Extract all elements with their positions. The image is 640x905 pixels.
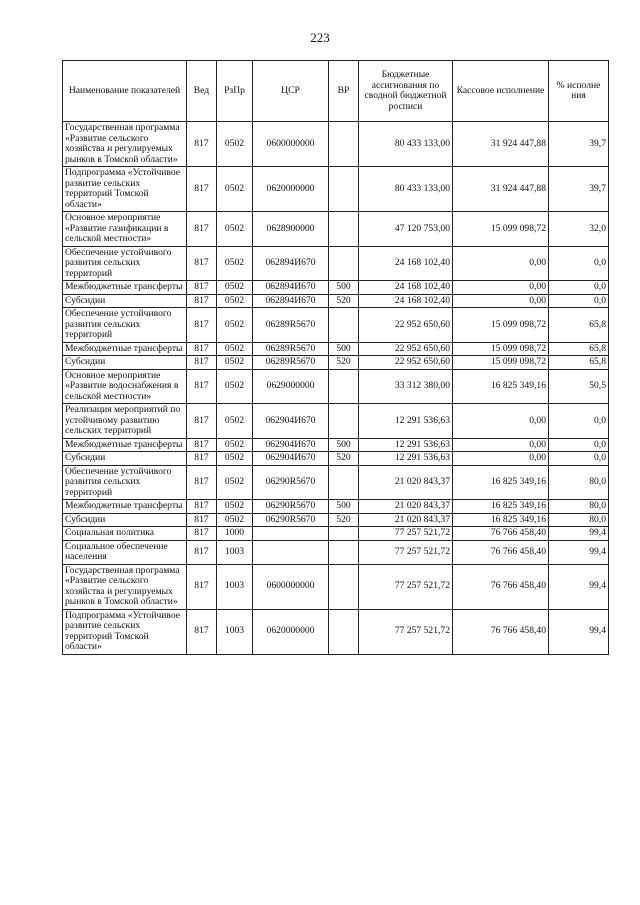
cell-csr: 06289R5670 [253, 356, 329, 370]
cell-budget: 24 168 102,40 [359, 294, 453, 308]
cell-cash: 0,00 [453, 438, 549, 452]
cell-cash: 76 766 458,40 [453, 527, 549, 541]
cell-budget: 12 291 536,63 [359, 452, 453, 466]
table-row [63, 342, 609, 356]
cell-name: Подпрограмма «Устойчивое развитие сельских территорий Томской области» [63, 167, 187, 212]
cell-name: Межбюджетные трансферты [63, 438, 187, 452]
cell-budget: 33 312 380,00 [359, 369, 453, 404]
cell-ved: 817 [187, 122, 217, 167]
cell-vr: 520 [329, 294, 359, 308]
cell-name: Обеспечение устойчивого развития сельских территорий [63, 246, 187, 281]
cell-name: Субсидии [63, 452, 187, 466]
cell-rzpr: 1000 [217, 527, 253, 541]
cell-rzpr: 0502 [217, 369, 253, 404]
cell-pct: 65,8 [549, 342, 609, 356]
cell-csr: 06289R5670 [253, 308, 329, 343]
cell-vr [329, 246, 359, 281]
cell-cash: 16 825 349,16 [453, 513, 549, 527]
header-name: Наименование показателей [63, 61, 187, 122]
cell-rzpr: 0502 [217, 212, 253, 247]
table-row [63, 609, 609, 654]
table-row [63, 356, 609, 370]
table-row [63, 513, 609, 527]
cell-name: Основное мероприятие «Развитие газификации в сельской местности» [63, 212, 187, 247]
cell-csr: 062894И670 [253, 294, 329, 308]
cell-budget: 80 433 133,00 [359, 122, 453, 167]
cell-vr: 500 [329, 500, 359, 514]
cell-csr: 0629000000 [253, 369, 329, 404]
cell-csr: 062904И670 [253, 452, 329, 466]
cell-rzpr: 0502 [217, 167, 253, 212]
table-row [63, 452, 609, 466]
cell-rzpr: 0502 [217, 438, 253, 452]
table-row [63, 369, 609, 404]
table-row [63, 294, 609, 308]
cell-name: Субсидии [63, 294, 187, 308]
page-number: 223 [310, 30, 330, 45]
table-header-row [63, 61, 609, 122]
cell-cash: 0,00 [453, 294, 549, 308]
cell-name: Межбюджетные трансферты [63, 342, 187, 356]
cell-cash: 0,00 [453, 246, 549, 281]
cell-rzpr: 0502 [217, 356, 253, 370]
cell-pct: 0,0 [549, 438, 609, 452]
table-row [63, 438, 609, 452]
cell-cash: 15 099 098,72 [453, 356, 549, 370]
cell-vr: 520 [329, 452, 359, 466]
cell-rzpr: 0502 [217, 452, 253, 466]
cell-rzpr: 0502 [217, 342, 253, 356]
cell-vr [329, 564, 359, 609]
cell-csr: 0600000000 [253, 564, 329, 609]
cell-cash: 0,00 [453, 281, 549, 295]
header-budget: Бюджетные ассигнования по сводной бюджетной росписи [359, 61, 453, 122]
table-row [63, 122, 609, 167]
table-row [63, 465, 609, 500]
cell-cash: 76 766 458,40 [453, 564, 549, 609]
cell-vr: 500 [329, 342, 359, 356]
cell-budget: 77 257 521,72 [359, 527, 453, 541]
cell-vr [329, 527, 359, 541]
cell-vr: 520 [329, 513, 359, 527]
table-row [63, 167, 609, 212]
cell-name: Подпрограмма «Устойчивое развитие сельских территорий Томской области» [63, 609, 187, 654]
cell-pct: 80,0 [549, 513, 609, 527]
table-row [63, 308, 609, 343]
cell-rzpr: 0502 [217, 500, 253, 514]
cell-name: Субсидии [63, 356, 187, 370]
cell-pct: 65,8 [549, 356, 609, 370]
cell-name: Социальная политика [63, 527, 187, 541]
cell-vr: 520 [329, 356, 359, 370]
cell-name: Межбюджетные трансферты [63, 281, 187, 295]
cell-csr [253, 527, 329, 541]
cell-cash: 0,00 [453, 452, 549, 466]
cell-pct: 99,4 [549, 564, 609, 609]
cell-pct: 39,7 [549, 167, 609, 212]
table-row [63, 500, 609, 514]
cell-csr: 0620000000 [253, 167, 329, 212]
cell-csr: 06290R5670 [253, 513, 329, 527]
cell-vr [329, 465, 359, 500]
cell-vr [329, 540, 359, 564]
cell-pct: 80,0 [549, 465, 609, 500]
header-ved: Вед [187, 61, 217, 122]
cell-budget: 22 952 650,60 [359, 342, 453, 356]
cell-name: Государственная программа «Развитие сельского хозяйства и регулируемых рынков в Томской области» [63, 122, 187, 167]
cell-rzpr: 0502 [217, 465, 253, 500]
cell-pct: 0,0 [549, 294, 609, 308]
cell-budget: 77 257 521,72 [359, 609, 453, 654]
cell-name: Государственная программа «Развитие сельского хозяйства и регулируемых рынков в Томской области» [63, 564, 187, 609]
cell-rzpr: 1003 [217, 540, 253, 564]
cell-csr: 062894И670 [253, 246, 329, 281]
cell-vr: 500 [329, 281, 359, 295]
cell-cash: 16 825 349,16 [453, 500, 549, 514]
cell-budget: 24 168 102,40 [359, 281, 453, 295]
cell-budget: 47 120 753,00 [359, 212, 453, 247]
cell-name: Обеспечение устойчивого развития сельских территорий [63, 308, 187, 343]
cell-vr [329, 167, 359, 212]
cell-budget: 80 433 133,00 [359, 167, 453, 212]
cell-budget: 21 020 843,37 [359, 513, 453, 527]
cell-csr: 0600000000 [253, 122, 329, 167]
cell-cash: 31 924 447,88 [453, 167, 549, 212]
cell-name: Реализация мероприятий по устойчивому развитию сельских территорий [63, 404, 187, 439]
cell-csr: 062904И670 [253, 404, 329, 439]
cell-cash: 0,00 [453, 404, 549, 439]
cell-ved: 817 [187, 281, 217, 295]
header-pct: % исполне ния [549, 61, 609, 122]
cell-ved: 817 [187, 465, 217, 500]
cell-cash: 15 099 098,72 [453, 342, 549, 356]
cell-cash: 16 825 349,16 [453, 369, 549, 404]
cell-budget: 77 257 521,72 [359, 564, 453, 609]
cell-cash: 15 099 098,72 [453, 212, 549, 247]
cell-budget: 22 952 650,60 [359, 356, 453, 370]
cell-pct: 80,0 [549, 500, 609, 514]
cell-pct: 99,4 [549, 540, 609, 564]
cell-rzpr: 0502 [217, 246, 253, 281]
cell-ved: 817 [187, 356, 217, 370]
table-row [63, 404, 609, 439]
cell-vr [329, 212, 359, 247]
cell-budget: 12 291 536,63 [359, 438, 453, 452]
cell-ved: 817 [187, 540, 217, 564]
cell-pct: 0,0 [549, 281, 609, 295]
cell-rzpr: 0502 [217, 122, 253, 167]
cell-name: Социальное обеспечение населения [63, 540, 187, 564]
header-csr: ЦСР [253, 61, 329, 122]
budget-table [62, 60, 609, 655]
cell-csr: 06289R5670 [253, 342, 329, 356]
table-row [63, 527, 609, 541]
cell-csr: 06290R5670 [253, 500, 329, 514]
cell-vr [329, 369, 359, 404]
cell-pct: 0,0 [549, 452, 609, 466]
cell-pct: 65,8 [549, 308, 609, 343]
cell-vr [329, 308, 359, 343]
cell-pct: 0,0 [549, 246, 609, 281]
cell-name: Субсидии [63, 513, 187, 527]
cell-cash: 76 766 458,40 [453, 540, 549, 564]
cell-ved: 817 [187, 500, 217, 514]
cell-rzpr: 1003 [217, 564, 253, 609]
cell-ved: 817 [187, 609, 217, 654]
cell-ved: 817 [187, 212, 217, 247]
cell-ved: 817 [187, 308, 217, 343]
cell-ved: 817 [187, 527, 217, 541]
cell-pct: 32,0 [549, 212, 609, 247]
cell-ved: 817 [187, 342, 217, 356]
cell-rzpr: 0502 [217, 308, 253, 343]
table-row [63, 540, 609, 564]
cell-ved: 817 [187, 369, 217, 404]
cell-cash: 31 924 447,88 [453, 122, 549, 167]
cell-vr: 500 [329, 438, 359, 452]
cell-rzpr: 0502 [217, 404, 253, 439]
cell-ved: 817 [187, 513, 217, 527]
cell-pct: 50,5 [549, 369, 609, 404]
cell-rzpr: 1003 [217, 609, 253, 654]
cell-pct: 99,4 [549, 527, 609, 541]
table-row [63, 281, 609, 295]
cell-name: Обеспечение устойчивого развития сельских территорий [63, 465, 187, 500]
cell-cash: 16 825 349,16 [453, 465, 549, 500]
cell-csr [253, 540, 329, 564]
cell-ved: 817 [187, 438, 217, 452]
cell-vr [329, 609, 359, 654]
cell-cash: 76 766 458,40 [453, 609, 549, 654]
header-cash: Кассовое исполнение [453, 61, 549, 122]
cell-rzpr: 0502 [217, 294, 253, 308]
table-row [63, 246, 609, 281]
cell-csr: 062904И670 [253, 438, 329, 452]
cell-rzpr: 0502 [217, 281, 253, 295]
cell-ved: 817 [187, 246, 217, 281]
table-row [63, 212, 609, 247]
cell-csr: 0620000000 [253, 609, 329, 654]
table-body [63, 122, 609, 655]
cell-ved: 817 [187, 404, 217, 439]
cell-csr: 0628900000 [253, 212, 329, 247]
cell-budget: 24 168 102,40 [359, 246, 453, 281]
cell-budget: 21 020 843,37 [359, 465, 453, 500]
cell-budget: 22 952 650,60 [359, 308, 453, 343]
cell-ved: 817 [187, 294, 217, 308]
cell-name: Межбюджетные трансферты [63, 500, 187, 514]
cell-budget: 12 291 536,63 [359, 404, 453, 439]
table-row [63, 564, 609, 609]
cell-vr [329, 404, 359, 439]
cell-csr: 062894И670 [253, 281, 329, 295]
cell-pct: 0,0 [549, 404, 609, 439]
header-rzpr: РзПр [217, 61, 253, 122]
cell-budget: 21 020 843,37 [359, 500, 453, 514]
cell-rzpr: 0502 [217, 513, 253, 527]
cell-name: Основное мероприятие «Развитие водоснабжения в сельской местности» [63, 369, 187, 404]
cell-ved: 817 [187, 564, 217, 609]
cell-cash: 15 099 098,72 [453, 308, 549, 343]
cell-budget: 77 257 521,72 [359, 540, 453, 564]
cell-ved: 817 [187, 167, 217, 212]
cell-vr [329, 122, 359, 167]
header-vr: ВР [329, 61, 359, 122]
cell-ved: 817 [187, 452, 217, 466]
cell-pct: 99,4 [549, 609, 609, 654]
cell-csr: 06290R5670 [253, 465, 329, 500]
cell-pct: 39,7 [549, 122, 609, 167]
